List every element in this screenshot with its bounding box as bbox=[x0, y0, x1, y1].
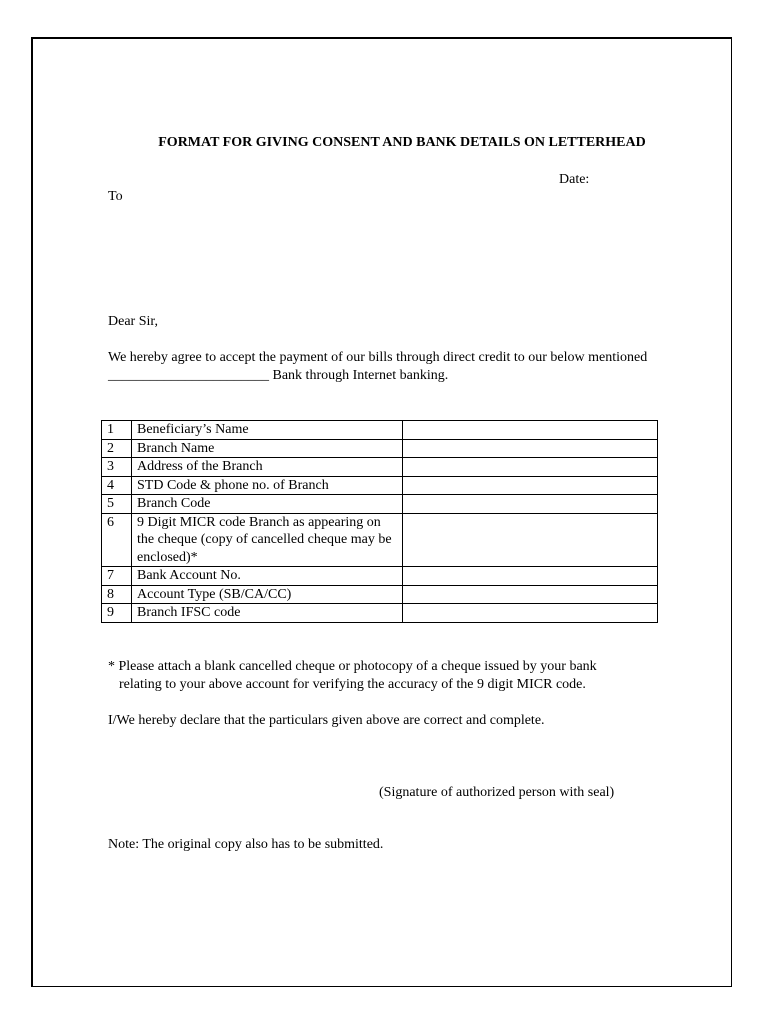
row-value bbox=[403, 513, 658, 567]
row-label-text: Bank Account No. bbox=[137, 568, 241, 583]
row-number: 3 bbox=[102, 458, 132, 477]
row-label-text: Account Type (SB/CA/CC) bbox=[137, 586, 292, 602]
row-number: 8 bbox=[102, 585, 132, 604]
row-label-text: STD Code & phone no. of Branch bbox=[137, 477, 329, 493]
to-label: To bbox=[108, 189, 123, 204]
row-value bbox=[403, 458, 658, 477]
table-row bbox=[102, 495, 658, 514]
row-label-text: Branch IFSC code bbox=[137, 605, 241, 620]
table-row bbox=[102, 458, 658, 477]
date-label: Date: bbox=[559, 172, 590, 187]
row-value bbox=[403, 567, 658, 586]
table-row bbox=[102, 604, 658, 623]
row-label bbox=[132, 458, 403, 477]
row-label-text: 9 Digit MICR code Branch as appearing on the cheque (copy of cancelled cheque may be enclosed)* bbox=[137, 514, 392, 565]
row-value bbox=[403, 421, 658, 440]
row-label bbox=[132, 476, 403, 495]
row-value bbox=[403, 439, 658, 458]
row-label bbox=[132, 604, 403, 623]
table-row bbox=[102, 476, 658, 495]
row-label-text: Address of the Branch bbox=[137, 459, 263, 474]
table-row bbox=[102, 421, 658, 440]
footnote-line-1: * Please attach a blank cancelled cheque or photocopy of a cheque issued by your bank bbox=[108, 659, 597, 674]
signature-caption: (Signature of authorized person with seal) bbox=[379, 785, 615, 800]
bank-details-table bbox=[101, 420, 658, 623]
document-title: FORMAT FOR GIVING CONSENT AND BANK DETAILS ON LETTERHEAD bbox=[158, 135, 646, 150]
submission-note: Note: The original copy also has to be submitted. bbox=[108, 837, 384, 852]
table-row bbox=[102, 567, 658, 586]
row-value bbox=[403, 604, 658, 623]
salutation: Dear Sir, bbox=[108, 314, 158, 329]
table-row bbox=[102, 585, 658, 604]
footnote-line-2: relating to your above account for verifying the accuracy of the 9 digit MICR code. bbox=[119, 677, 586, 692]
row-label-text: Branch Code bbox=[137, 496, 211, 511]
row-label bbox=[132, 439, 403, 458]
table-row bbox=[102, 439, 658, 458]
row-label bbox=[132, 495, 403, 514]
consent-paragraph-line-2: _______________________ Bank through Internet banking. bbox=[108, 368, 449, 383]
row-number: 1 bbox=[102, 421, 132, 440]
row-number: 9 bbox=[102, 604, 132, 623]
row-label bbox=[132, 513, 403, 567]
table-row bbox=[102, 513, 658, 567]
row-label-text: Branch Name bbox=[137, 440, 215, 456]
row-number: 5 bbox=[102, 495, 132, 514]
row-label-text: Beneficiary’s Name bbox=[137, 422, 249, 437]
row-label bbox=[132, 421, 403, 440]
consent-paragraph-line-1: We hereby agree to accept the payment of our bills through direct credit to our below mentioned bbox=[108, 350, 648, 365]
row-number: 4 bbox=[102, 476, 132, 495]
row-number: 2 bbox=[102, 439, 132, 458]
row-number: 6 bbox=[102, 513, 132, 567]
row-label bbox=[132, 585, 403, 604]
row-number: 7 bbox=[102, 567, 132, 586]
declaration: I/We hereby declare that the particulars given above are correct and complete. bbox=[108, 713, 545, 728]
row-label bbox=[132, 567, 403, 586]
row-value bbox=[403, 476, 658, 495]
row-value bbox=[403, 585, 658, 604]
row-value bbox=[403, 495, 658, 514]
